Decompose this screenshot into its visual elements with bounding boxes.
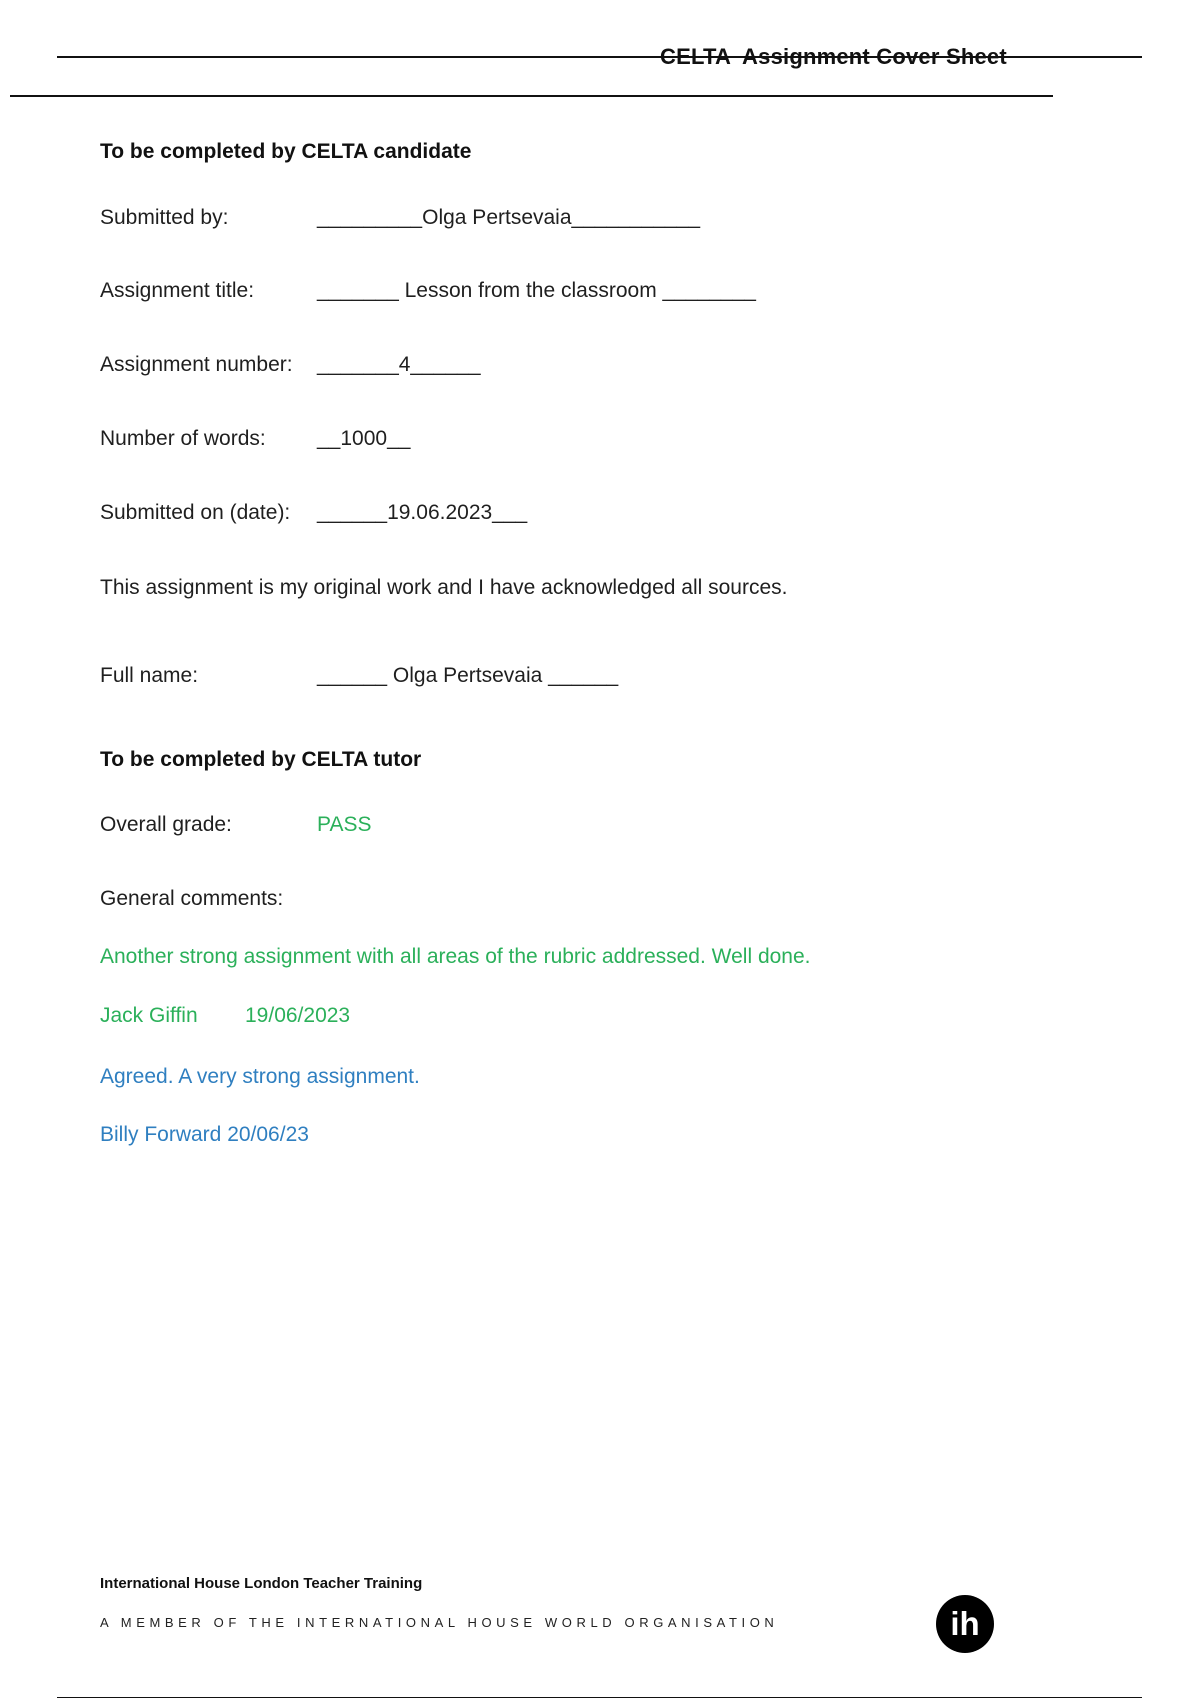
- submitted-on-value: ______19.06.2023___: [317, 501, 528, 524]
- number-of-words-value: __1000__: [317, 427, 411, 450]
- overall-grade-value: PASS: [317, 813, 372, 836]
- page-title: CELTA Assignment Cover Sheet: [660, 44, 1007, 69]
- full-name-value: ______ Olga Pertsevaia ______: [317, 664, 619, 687]
- tutor-signature-1-date: 19/06/2023: [245, 1004, 351, 1027]
- assignment-number-label: Assignment number:: [100, 353, 293, 376]
- footer-bottom-rule: [57, 1697, 1142, 1698]
- ih-logo-icon: [935, 1594, 995, 1654]
- header-bottom-rule: [10, 95, 1053, 97]
- submitted-on-label: Submitted on (date):: [100, 501, 291, 524]
- tutor-section-heading: To be completed by CELTA tutor: [100, 748, 422, 771]
- submitted-by-value: _________Olga Pertsevaia___________: [317, 206, 700, 229]
- tutor-signature-1-name: Jack Giffin: [100, 1004, 198, 1027]
- assignment-title-value: _______ Lesson from the classroom ________: [317, 279, 756, 302]
- tutor-comment-2: Agreed. A very strong assignment.: [100, 1065, 420, 1088]
- originality-statement: This assignment is my original work and I have acknowledged all sources.: [100, 576, 788, 599]
- number-of-words-label: Number of words:: [100, 427, 266, 450]
- ih-logo-text: ih: [950, 1605, 980, 1642]
- footer-organisation: International House London Teacher Training: [100, 1575, 423, 1592]
- submitted-by-label: Submitted by:: [100, 206, 229, 229]
- full-name-label: Full name:: [100, 664, 199, 687]
- tutor-comment-1: Another strong assignment with all areas of the rubric addressed. Well done.: [100, 945, 811, 968]
- footer-tagline: A MEMBER OF THE INTERNATIONAL HOUSE WORLD ORGANISATION: [100, 1615, 779, 1630]
- general-comments-label: General comments:: [100, 887, 284, 910]
- assignment-title-label: Assignment title:: [100, 279, 255, 302]
- candidate-section-heading: To be completed by CELTA candidate: [100, 140, 472, 163]
- assignment-number-value: _______4______: [317, 353, 481, 376]
- overall-grade-label: Overall grade:: [100, 813, 232, 836]
- tutor-signature-2: Billy Forward 20/06/23: [100, 1123, 309, 1146]
